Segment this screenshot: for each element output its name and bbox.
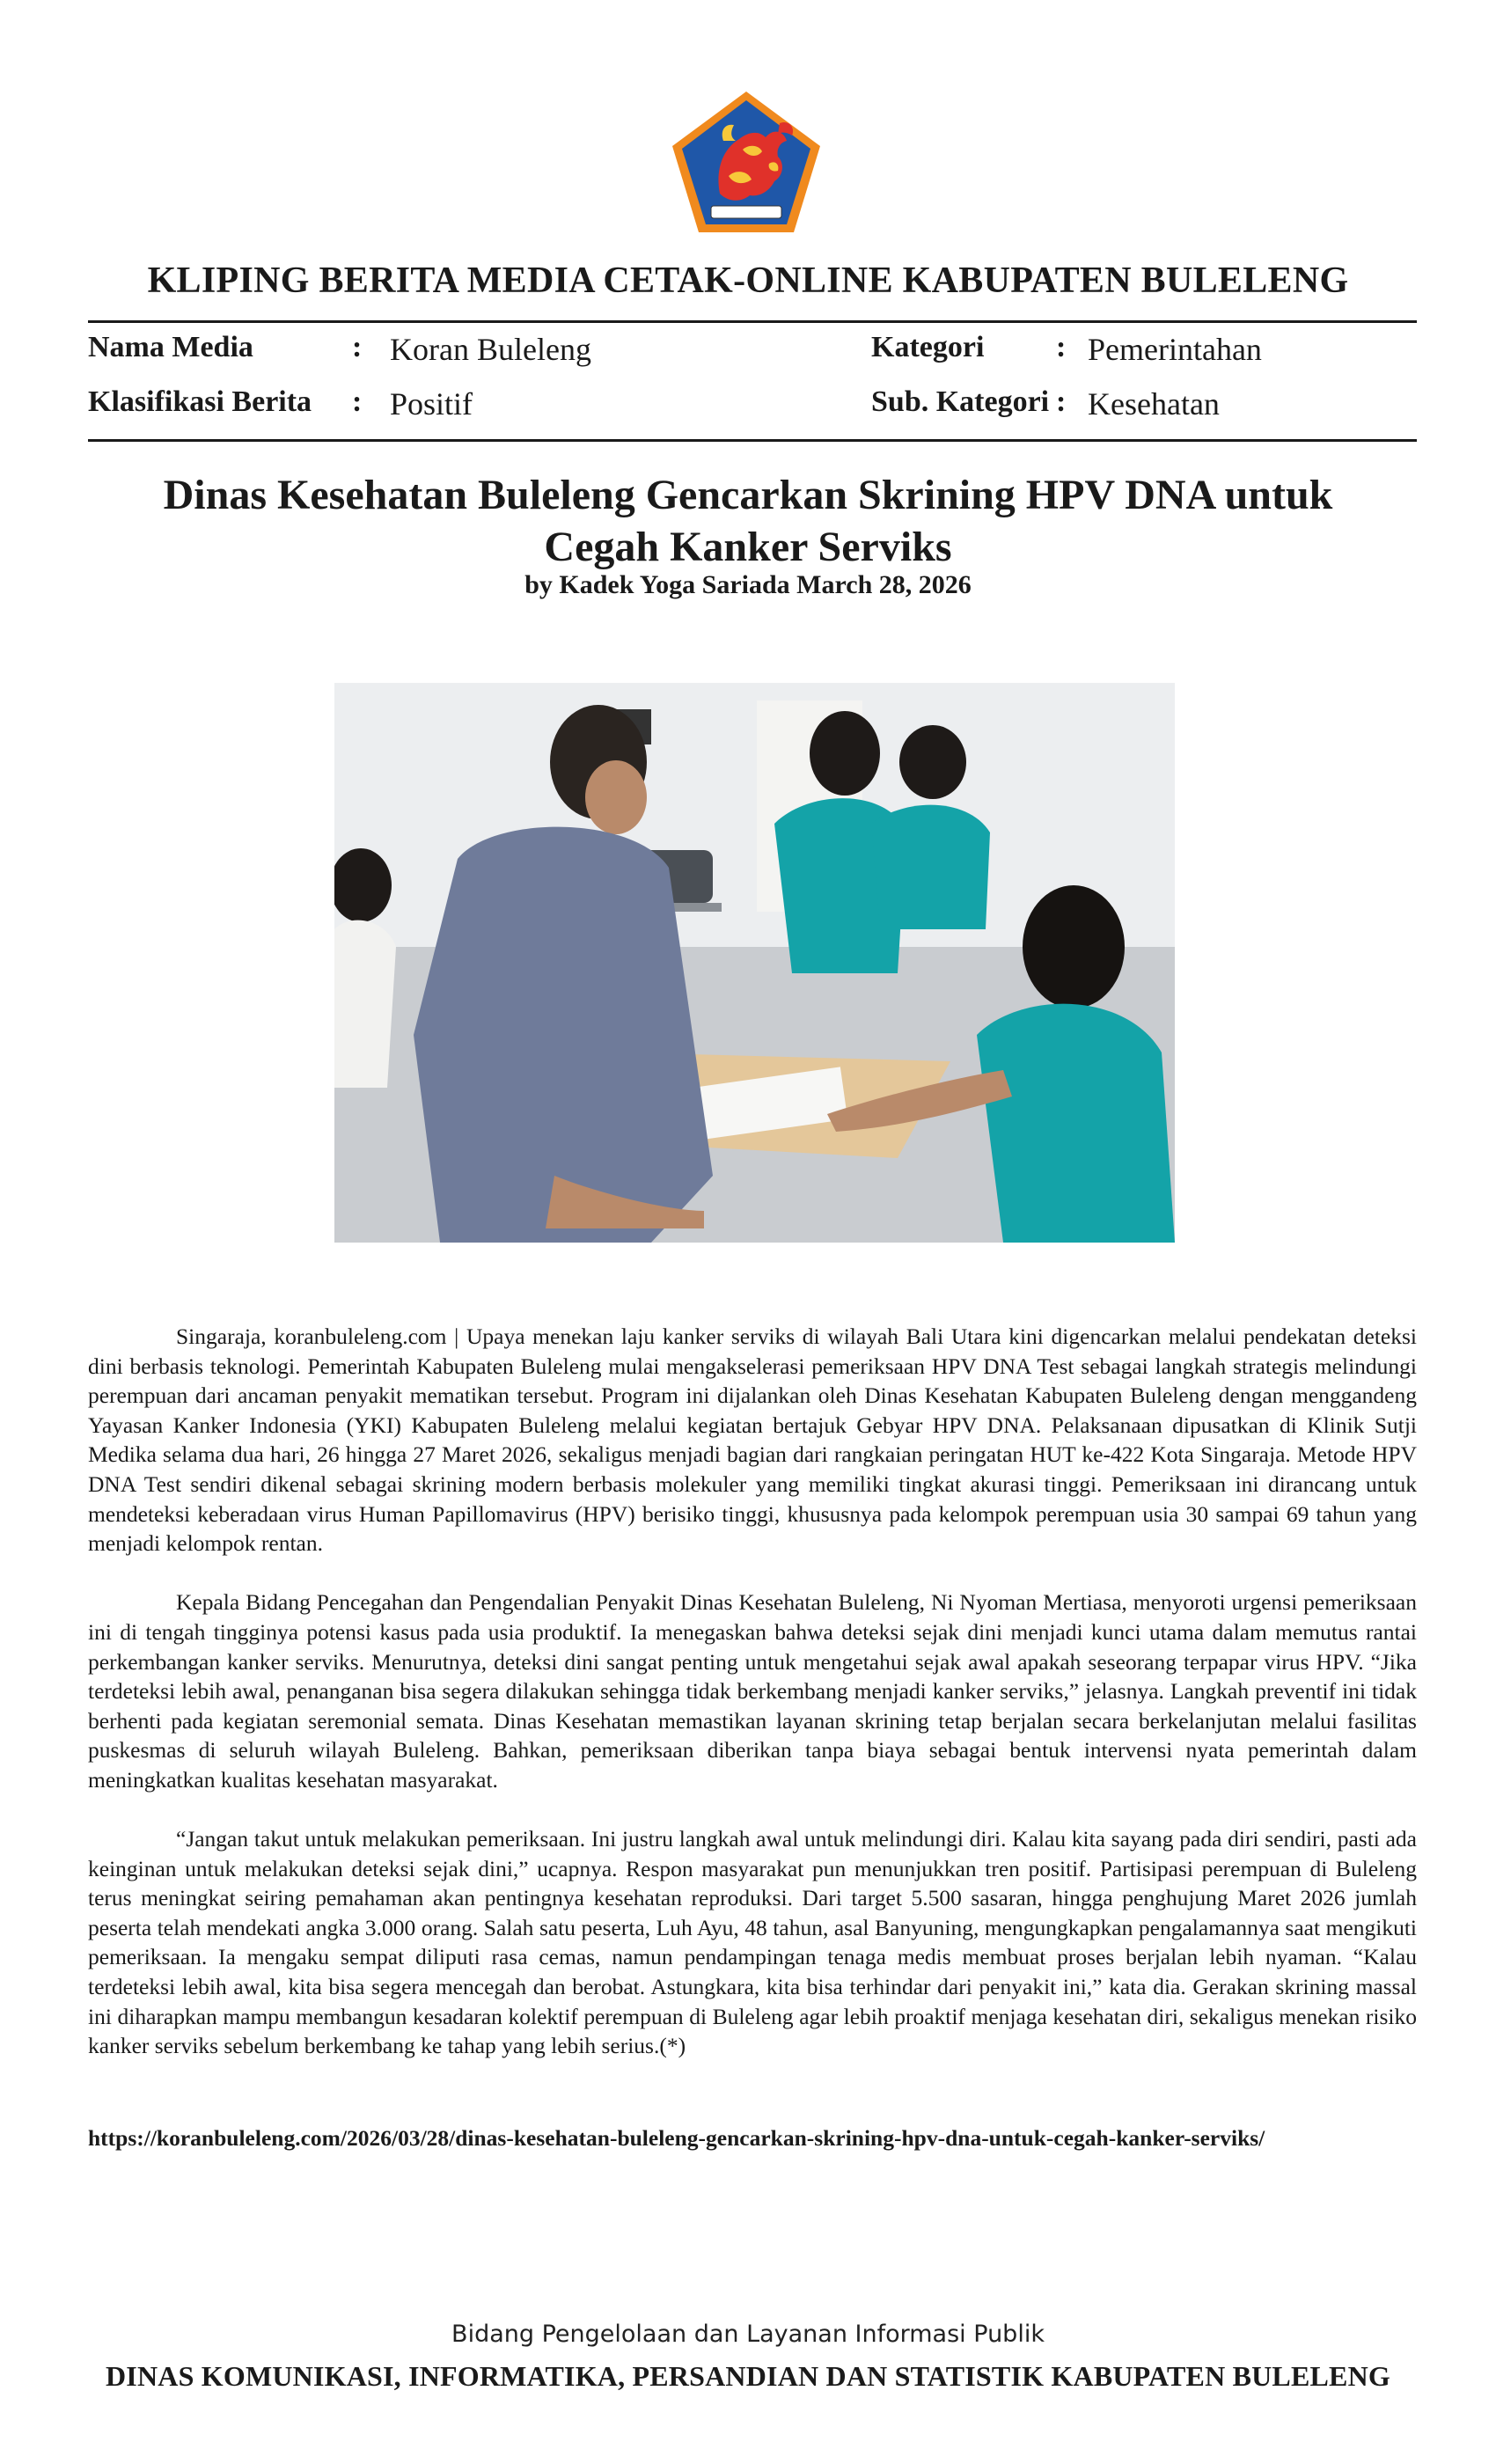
- colon: :: [1056, 331, 1067, 363]
- buleleng-crest-logo: [667, 88, 825, 238]
- kategori-value: Pemerintahan: [1088, 332, 1262, 367]
- media-label: Nama Media: [88, 331, 253, 363]
- article-byline: by Kadek Yoga Sariada March 28, 2026: [524, 570, 972, 599]
- colon: :: [352, 331, 363, 363]
- footer-department: Bidang Pengelolaan dan Layanan Informasi Publik: [451, 2321, 1045, 2348]
- source-link[interactable]: https://koranbuleleng.com/2026/03/28/dinas-kesehatan-buleleng-gencarkan-skrining-hpv-dna-untuk-cegah-kanker-serviks/: [88, 2125, 1265, 2151]
- article-photo: [334, 683, 1175, 1243]
- header-bottom-divider: [88, 439, 1417, 442]
- footer-agency: DINAS KOMUNIKASI, INFORMATIKA, PERSANDIAN DAN STATISTIK KABUPATEN BULELENG: [105, 2360, 1391, 2392]
- klasifikasi-value: Positif: [390, 386, 473, 422]
- article-paragraph: “Jangan takut untuk melakukan pemeriksaan. Ini justru langkah awal untuk melindungi diri. Kalau kita sayang pada diri sendiri, pasti ada keinginan untuk melakukan deteksi sejak dini,” ucapnya. Respon masyarakat pun menunjukkan tren positif. Partisipasi perempuan di Buleleng terus meningkat seiring pemahaman akan pentingnya kesehatan reproduksi. Dari target 5.500 sasaran, hingga penghujung Maret 2026 jumlah peserta telah mendekati angka 3.000 orang. Salah satu peserta, Luh Ayu, 48 tahun, asal Banyuning, mengungkapkan pengalamannya saat mengikuti pemeriksaan. Ia mengaku sempat diliputi rasa cemas, namun pendampingan tenaga medis membuat proses berjalan lebih nyaman. “Kalau terdeteksi lebih awal, kita bisa segera mencegah dan berobat. Astungkara, kita bisa terhindar dari penyakit ini,” kata dia. Gerakan skrining massal ini diharapkan mampu membangun kesadaran kolektif perempuan di Buleleng agar lebih proaktif menjaga kesehatan diri, sekaligus menekan risiko kanker serviks sebelum berkembang ke tahap yang lebih serius.(*): [88, 1826, 1417, 2059]
- article-paragraph: Singaraja, koranbuleleng.com | Upaya menekan laju kanker serviks di wilayah Bali Utara kini digencarkan melalui pendekatan deteksi dini berbasis teknologi. Pemerintah Kabupaten Buleleng mulai mengakselerasi pemeriksaan HPV DNA Test sebagai langkah strategis melindungi perempuan dari ancaman penyakit mematikan tersebut. Program ini dijalankan oleh Dinas Kesehatan Kabupaten Buleleng dengan menggandeng Yayasan Kanker Indonesia (YKI) Kabupaten Buleleng melalui kegiatan bertajuk Gebyar HPV DNA. Pelaksanaan dipusatkan di Klinik Sutji Medika selama dua hari, 26 hingga 27 Maret 2026, sekaligus menjadi bagian dari rangkaian peringatan HUT ke-422 Kota Singaraja. Metode HPV DNA Test sendiri dikenal sebagai skrining modern berbasis molekuler yang memiliki tingkat akurasi tinggi. Pemeriksaan ini dirancang untuk mendeteksi keberadaan virus Human Papillomavirus (HPV) berisiko tinggi, khususnya pada kelompok perempuan usia 30 sampai 69 tahun yang menjadi kelompok rentan.: [88, 1324, 1417, 1557]
- media-value: Koran Buleleng: [390, 332, 591, 367]
- header-top-divider: [88, 320, 1417, 323]
- subkategori-label: Sub. Kategori: [871, 385, 1050, 418]
- article-headline: Dinas Kesehatan Buleleng Gencarkan Skrining HPV DNA untuk Cegah Kanker Serviks: [163, 472, 1333, 570]
- kategori-label: Kategori: [871, 331, 985, 363]
- clipping-header-title: KLIPING BERITA MEDIA CETAK-ONLINE KABUPATEN BULELENG: [147, 260, 1349, 301]
- colon: :: [1056, 385, 1067, 418]
- klasifikasi-label: Klasifikasi Berita: [88, 385, 312, 418]
- crest-icon: [667, 88, 825, 238]
- article-body: [88, 1322, 1417, 2090]
- colon: :: [352, 385, 363, 418]
- article-paragraph: Kepala Bidang Pencegahan dan Pengendalian Penyakit Dinas Kesehatan Buleleng, Ni Nyoman Mertiasa, menyoroti urgensi pemeriksaan ini di tengah tingginya potensi kasus pada usia produktif. Ia menegaskan bahwa deteksi sejak dini menjadi kunci utama dalam memutus rantai perkembangan kanker serviks. Menurutnya, deteksi dini sangat penting untuk mengetahui sejak awal apakah seseorang terpapar virus HPV. “Jika terdeteksi lebih awal, penanganan bisa segera dilakukan sehingga tidak berkembang menjadi kanker serviks,” jelasnya. Langkah preventif ini tidak berhenti pada kegiatan seremonial semata. Dinas Kesehatan memastikan layanan skrining tetap berjalan secara berkelanjutan melalui fasilitas puskesmas di seluruh wilayah Buleleng. Bahkan, pemeriksaan diberikan tanpa biaya sebagai bentuk intervensi nyata pemerintah dalam meningkatkan kualitas kesehatan masyarakat.: [88, 1589, 1417, 1793]
- photo-illustration: [334, 683, 1175, 1243]
- subkategori-value: Kesehatan: [1088, 386, 1220, 422]
